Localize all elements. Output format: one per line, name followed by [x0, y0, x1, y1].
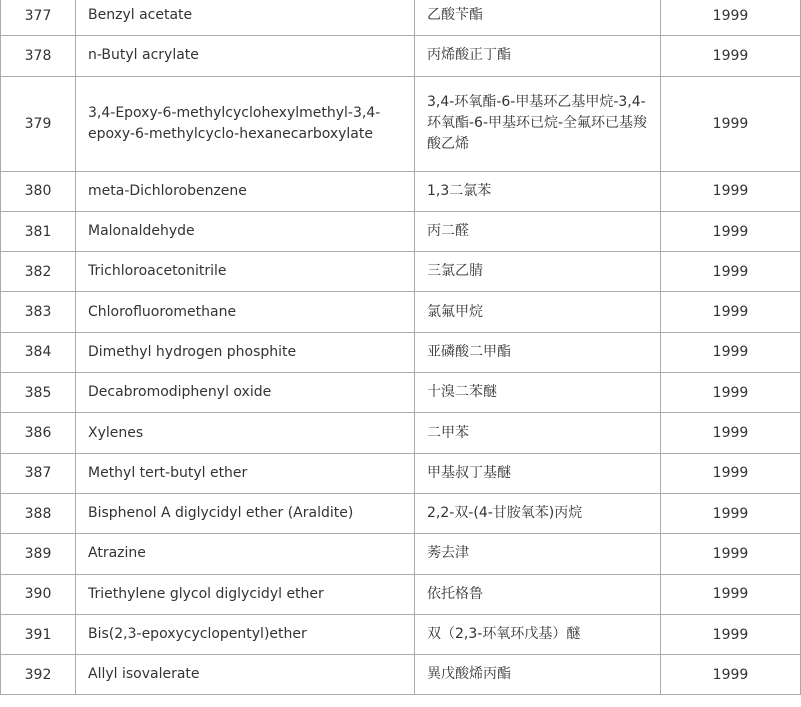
chinese-name: 氯氟甲烷 [415, 292, 661, 332]
english-name: n-Butyl acrylate [76, 36, 415, 76]
chinese-name: 三氯乙腈 [415, 252, 661, 292]
english-name: Chlorofluoromethane [76, 292, 415, 332]
row-number: 387 [1, 453, 76, 493]
chinese-name: 乙酸苄酯 [415, 0, 661, 36]
table-row [1, 0, 801, 36]
english-name: Benzyl acetate [76, 0, 415, 36]
row-number: 380 [1, 171, 76, 211]
table-row [1, 655, 801, 695]
row-number: 389 [1, 534, 76, 574]
table-row [1, 453, 801, 493]
table-row [1, 211, 801, 251]
chinese-name: 異戊酸烯丙酯 [415, 655, 661, 695]
table-row [1, 493, 801, 533]
chinese-name: 二甲苯 [415, 413, 661, 453]
english-name: Bisphenol A diglycidyl ether (Araldite) [76, 493, 415, 533]
table-row [1, 171, 801, 211]
row-number: 383 [1, 292, 76, 332]
chinese-name: 十溴二苯醚 [415, 373, 661, 413]
year: 1999 [661, 292, 801, 332]
chinese-name: 亚磷酸二甲酯 [415, 332, 661, 372]
year: 1999 [661, 76, 801, 171]
english-name: Triethylene glycol diglycidyl ether [76, 574, 415, 614]
english-name: Bis(2,3-epoxycyclopentyl)ether [76, 614, 415, 654]
year: 1999 [661, 373, 801, 413]
table-row [1, 373, 801, 413]
row-number: 390 [1, 574, 76, 614]
table-row [1, 413, 801, 453]
chemical-table-body [1, 0, 801, 695]
row-number: 377 [1, 0, 76, 36]
english-name: Dimethyl hydrogen phosphite [76, 332, 415, 372]
chinese-name: 丙二醛 [415, 211, 661, 251]
year: 1999 [661, 655, 801, 695]
chinese-name: 甲基叔丁基醚 [415, 453, 661, 493]
year: 1999 [661, 493, 801, 533]
row-number: 381 [1, 211, 76, 251]
row-number: 382 [1, 252, 76, 292]
row-number: 386 [1, 413, 76, 453]
english-name: meta-Dichlorobenzene [76, 171, 415, 211]
table-row [1, 252, 801, 292]
year: 1999 [661, 36, 801, 76]
row-number: 379 [1, 76, 76, 171]
table-row [1, 292, 801, 332]
year: 1999 [661, 211, 801, 251]
chinese-name: 丙烯酸正丁酯 [415, 36, 661, 76]
row-number: 392 [1, 655, 76, 695]
table-row [1, 36, 801, 76]
year: 1999 [661, 332, 801, 372]
english-name: 3,4-Epoxy-6-methylcyclohexylmethyl-3,4-epoxy-6-methylcyclo-hexanecarboxylate [76, 76, 415, 171]
english-name: Malonaldehyde [76, 211, 415, 251]
chinese-name: 1,3二氯苯 [415, 171, 661, 211]
row-number: 391 [1, 614, 76, 654]
english-name: Decabromodiphenyl oxide [76, 373, 415, 413]
row-number: 378 [1, 36, 76, 76]
year: 1999 [661, 413, 801, 453]
english-name: Trichloroacetonitrile [76, 252, 415, 292]
table-row [1, 76, 801, 171]
row-number: 384 [1, 332, 76, 372]
table-row [1, 534, 801, 574]
year: 1999 [661, 171, 801, 211]
row-number: 388 [1, 493, 76, 533]
year: 1999 [661, 614, 801, 654]
english-name: Atrazine [76, 534, 415, 574]
year: 1999 [661, 0, 801, 36]
year: 1999 [661, 534, 801, 574]
chinese-name: 双（2,3-环氧环戊基）醚 [415, 614, 661, 654]
table-row [1, 332, 801, 372]
chinese-name: 3,4-环氧酯-6-甲基环乙基甲烷-3,4-环氧酯-6-甲基环已烷-全氟环已基羧酸乙烯 [415, 76, 661, 171]
chinese-name: 莠去津 [415, 534, 661, 574]
english-name: Methyl tert-butyl ether [76, 453, 415, 493]
row-number: 385 [1, 373, 76, 413]
english-name: Xylenes [76, 413, 415, 453]
table-row [1, 574, 801, 614]
table-row [1, 614, 801, 654]
english-name: Allyl isovalerate [76, 655, 415, 695]
chinese-name: 依托格鲁 [415, 574, 661, 614]
year: 1999 [661, 574, 801, 614]
chinese-name: 2,2-双-(4-甘胺氧苯)丙烷 [415, 493, 661, 533]
year: 1999 [661, 453, 801, 493]
year: 1999 [661, 252, 801, 292]
